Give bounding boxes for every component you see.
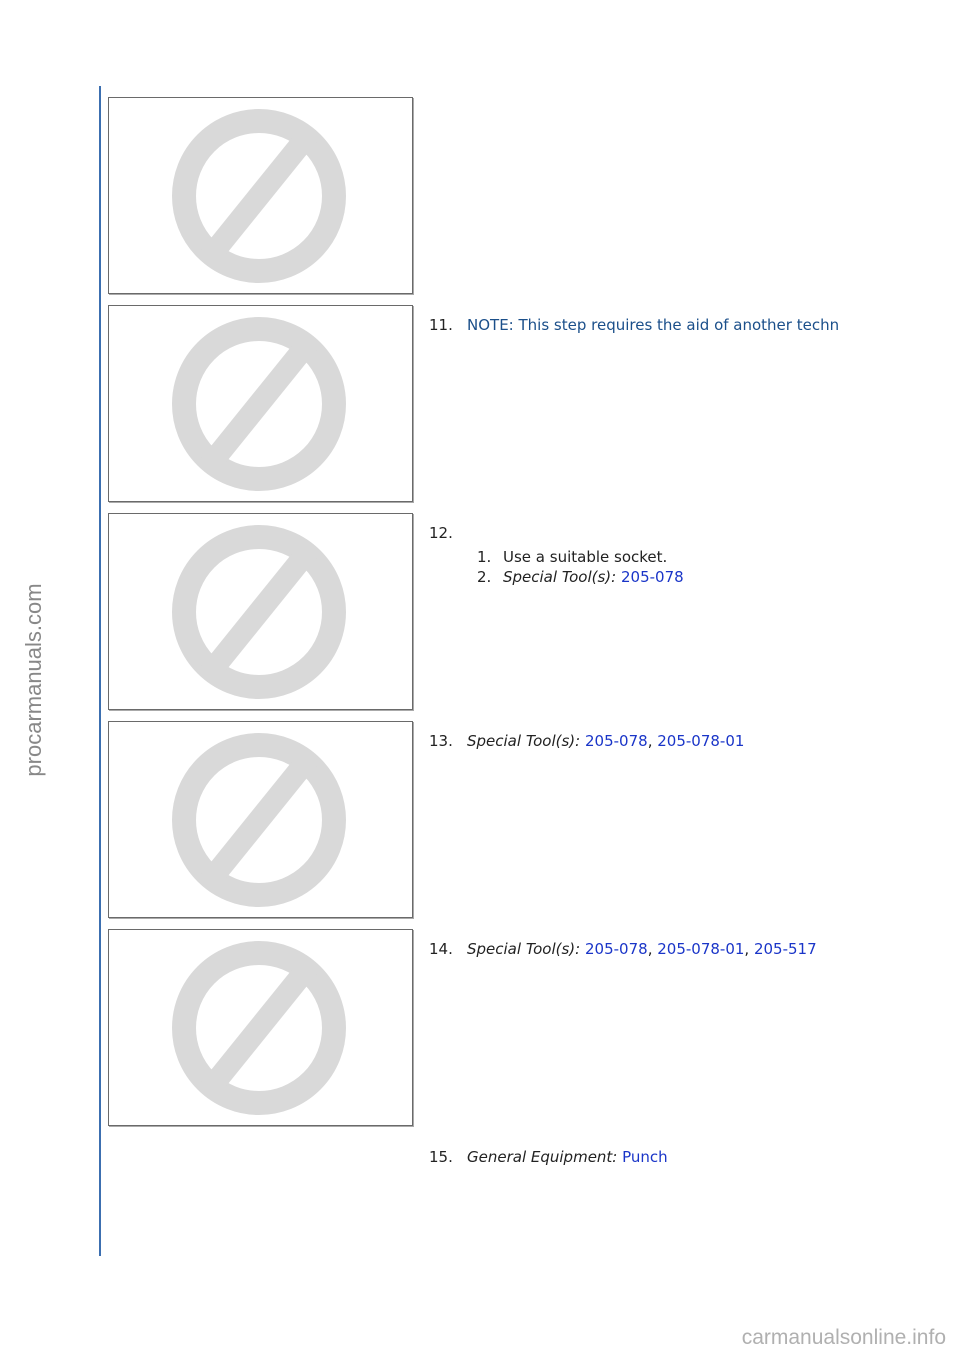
separator: , <box>647 940 658 958</box>
tool-link[interactable]: 205-078 <box>585 940 648 958</box>
no-image-icon <box>109 98 412 293</box>
step-image-frame <box>108 513 413 710</box>
sub-step-text: Use a suitable socket. <box>503 548 668 566</box>
tool-link[interactable]: 205-078 <box>621 568 684 586</box>
no-image-icon <box>109 930 412 1125</box>
step-14 <box>429 939 889 959</box>
step-number: 13. <box>429 732 453 750</box>
step-image-frame <box>108 305 413 502</box>
step-row-11 <box>108 305 888 503</box>
tool-link[interactable]: 205-078-01 <box>657 940 745 958</box>
no-image-icon <box>109 722 412 917</box>
margin-rule <box>99 86 101 1256</box>
no-image-icon <box>109 514 412 709</box>
sub-step <box>429 547 889 567</box>
step-image-frame <box>108 97 413 294</box>
step-row-14 <box>108 929 888 1127</box>
tool-link[interactable]: Punch <box>622 1148 668 1166</box>
tool-label: Special Tool(s): <box>467 940 581 958</box>
step-11 <box>429 315 889 335</box>
step-13 <box>429 731 889 751</box>
tool-link[interactable]: 205-078-01 <box>657 732 745 750</box>
tool-label: Special Tool(s): <box>503 568 617 586</box>
sub-step-number: 1. <box>477 548 492 566</box>
sub-step <box>429 567 889 587</box>
step-note: NOTE: This step requires the aid of another techn <box>467 316 840 334</box>
sub-step-list <box>429 547 889 587</box>
no-image-icon <box>109 306 412 501</box>
tool-label: General Equipment: <box>467 1148 618 1166</box>
step-row-0 <box>108 97 888 295</box>
step-row-15 <box>108 1137 888 1335</box>
step-number: 14. <box>429 940 453 958</box>
step-number: 15. <box>429 1148 453 1166</box>
tool-label: Special Tool(s): <box>467 732 581 750</box>
separator: , <box>744 940 754 958</box>
step-number: 12. <box>429 524 453 542</box>
step-row-12 <box>108 513 888 711</box>
step-15 <box>429 1147 889 1167</box>
step-number: 11. <box>429 316 453 334</box>
tool-link[interactable]: 205-078 <box>585 732 648 750</box>
sub-step-number: 2. <box>477 568 492 586</box>
side-watermark: procarmanuals.com <box>21 583 46 777</box>
step-image-frame <box>108 721 413 918</box>
separator: , <box>647 732 658 750</box>
step-image-frame <box>108 929 413 1126</box>
step-row-13 <box>108 721 888 919</box>
tool-link[interactable]: 205-517 <box>753 940 817 958</box>
bottom-watermark: carmanualsonline.info <box>741 1326 946 1349</box>
step-12 <box>429 523 889 587</box>
